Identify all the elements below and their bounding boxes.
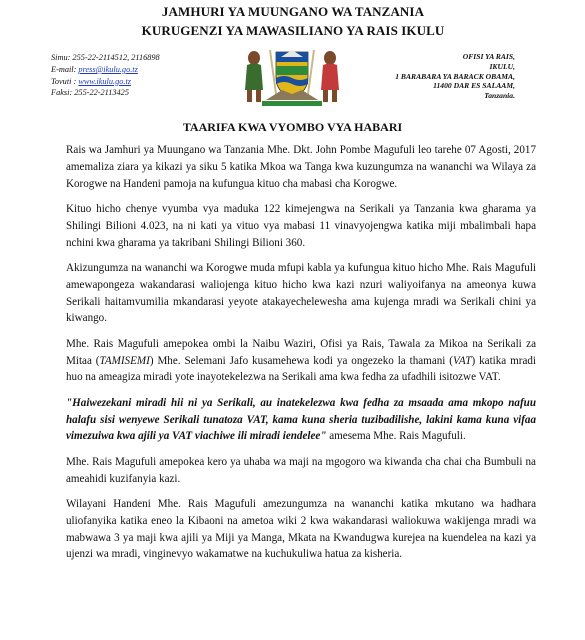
p4-vat: VAT (452, 354, 472, 367)
document-body (66, 142, 536, 572)
header-line-2: KURUGENZI YA MAWASILIANO YA RAIS IKULU (141, 23, 445, 38)
paragraph-2: Kituo hicho chenye vyumba vya maduka 122 kimejengwa na Serikali ya Tanzania kwa gharama ya Shilingi Bilioni 4.023, na ni kati ya vituo vya mabasi 11 vinavyojengwa katika miji mbalimbali hapa nchini kwa gharama ya takribani Shilingi Bilioni 360. (66, 202, 536, 249)
p4-text-c: ) Mhe. Selemani Jafo kusamehewa kodi ya ongezeko la thamani ( (149, 354, 453, 367)
phone-line: Simu: 255-22-2114512, 2116898 (51, 53, 160, 62)
contact-block (51, 52, 160, 99)
website-link[interactable]: www.ikulu.go.tz (78, 76, 131, 86)
website-label: Tovuti : (51, 76, 79, 86)
address-line-1: OFISI YA RAIS, (462, 52, 515, 61)
website-line (51, 76, 160, 88)
document-title: TAARIFA KWA VYOMBO VYA HABARI (182, 120, 403, 134)
header-line-1: JAMHURI YA MUUNGANO WA TANZANIA (161, 4, 425, 19)
paragraph-4 (66, 336, 536, 386)
paragraph-1: Rais wa Jamhuri ya Muungano wa Tanzania Mhe. Dkt. John Pombe Magufuli leo tarehe 07 Agosti, 2017 amemaliza ziara ya kikazi ya siku 5 katika Mkoa wa Tanga kwa kuzungumza na wananchi wa Wilaya za Korogwe na Handeni pamoja na kufungua kituo cha mabasi cha Korogwe. (66, 144, 536, 190)
address-line-2: IKULU, (489, 61, 515, 71)
address-line-5: Tanzania. (484, 91, 515, 101)
paragraph-6: Mhe. Rais Magufuli amepokea kero ya uhaba wa maji na mgogoro wa kiwanda cha chai cha Bumbuli na ameahidi kuzifanyia kazi. (66, 455, 536, 485)
address-block (395, 52, 515, 101)
p4-tamisemi: TAMISEMI (99, 354, 150, 367)
address-line-3: 1 BARABARA YA BARACK OBAMA, (395, 71, 515, 81)
address-line-4: 11400 DAR ES SALAAM, (433, 81, 515, 91)
fax-line: Faksi: 255-22-2113425 (51, 88, 129, 98)
coat-of-arms-icon (232, 44, 352, 108)
email-link[interactable]: press@ikulu.go.tz (78, 64, 138, 74)
paragraph-3: Akizungumza na wananchi wa Korogwe muda mfupi kabla ya kufungua kituo hicho Mhe. Rais Magufuli amewapongeza wakandarasi waliojenga kituo hicho kwa kazi nzuri waliyoifanya na ameonya kuwa Serikali haitamvumilia mkandarasi yeyote atakayechelewesha ama kujenga mradi wa Serikali chini ya kiwango. (66, 261, 536, 325)
quote-text: "Haiwezekani miradi hii ni ya Serikali, au inatekelezwa kwa fedha za msaada ama mkopo nafuu halafu sisi wenyewe Serikali tunatoza VAT, kama kuna sheria tuzibadilishe, lakini kama kuna vifaa vimezuiwa kwa ajili ya VAT viachiwe ili miradi iendelee" (66, 396, 536, 443)
quote-attribution: amesema Mhe. Rais Magufuli. (326, 430, 466, 443)
email-label: E-mail: (51, 64, 79, 74)
p4-text-a: Mhe. Rais Magufuli amepokea ombi la Naibu Waziri, Ofisi ya Rais, Tawala za Mikoa na Serikali za Mitaa ( (66, 337, 536, 367)
email-line (51, 64, 160, 76)
p4-text-e: ) katika mradi huo na ameagiza miradi yote inayotekelezwa na Serikali ama kwa fedha za ufadhili isitozwe VAT. (66, 354, 536, 384)
quote-paragraph (66, 395, 536, 445)
paragraph-7: Wilayani Handeni Mhe. Rais Magufuli amezungumza na wananchi katika mkutano wa hadhara uliofanyika katika eneo la Kibaoni na ametoa wiki 2 kwa wakandarasi waliokuwa wakijenga mradi wa mabwawa 3 ya maji kwa ajili ya Miji ya Manga, Mkata na Kwandugwa kurejea na kuendelea na kazi ya ujenzi wa mradi, vinginevyo wakamatwe na kuchukuliwa hatua za kisheria. (66, 497, 536, 561)
